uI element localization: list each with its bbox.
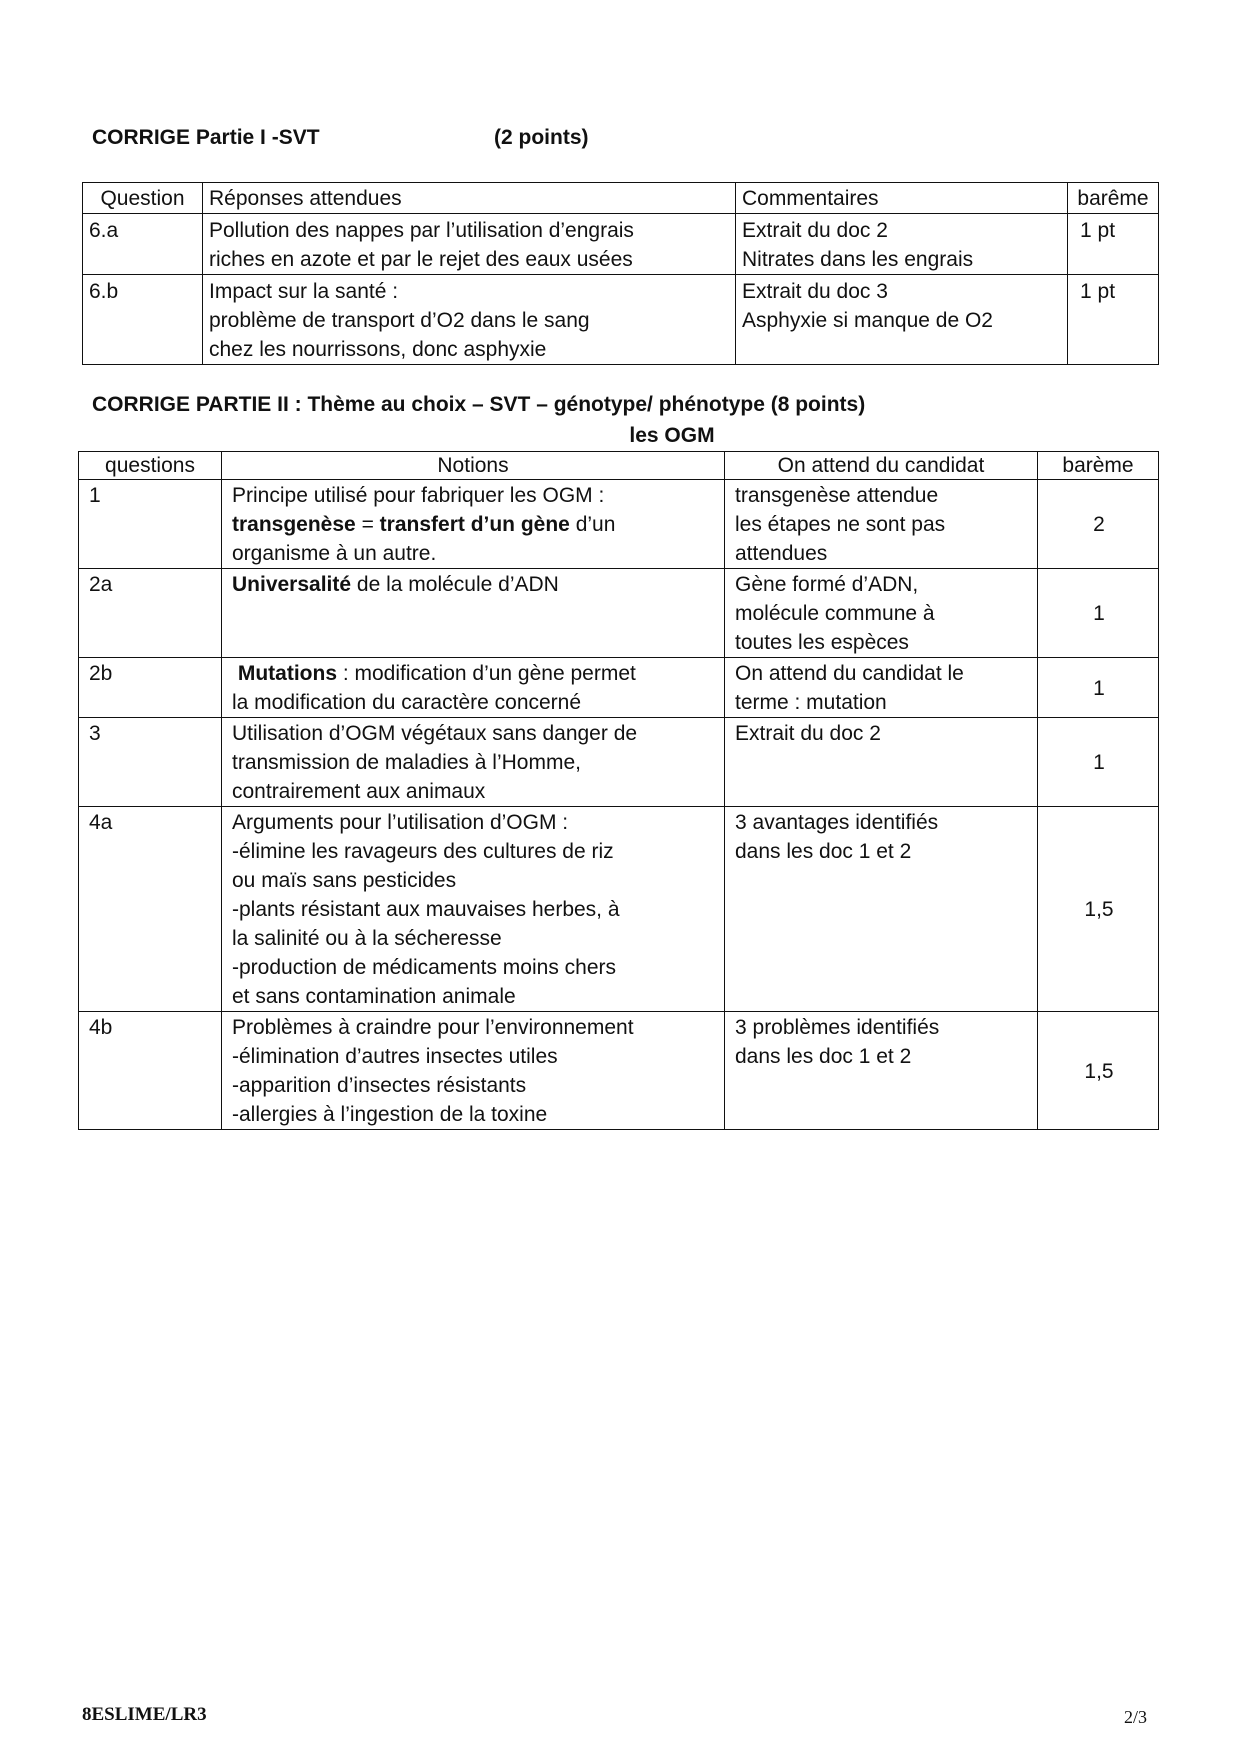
notion [222, 658, 725, 718]
expected-line: Gène formé d’ADN, [735, 573, 919, 596]
table-row [79, 569, 1159, 658]
expected [725, 658, 1038, 718]
expected-line: toutes les espèces [735, 631, 909, 654]
question-number: 4b [79, 1012, 222, 1130]
bareme-value: 2 [1038, 480, 1159, 569]
notion-line: contrairement aux animaux [232, 780, 486, 803]
notion-line: -production de médicaments moins chers [232, 956, 617, 979]
expected [725, 1012, 1038, 1130]
answer-line: chez les nourrissons, donc asphyxie [209, 338, 547, 361]
comment-line: Nitrates dans les engrais [742, 248, 974, 271]
comment-line: Extrait du doc 2 [742, 219, 888, 242]
keyword: Universalité [232, 573, 352, 596]
part2-table [78, 451, 1159, 1130]
notion-line: la modification du caractère concerné [232, 691, 582, 714]
part2-title: CORRIGE PARTIE II : Thème au choix – SVT – génotype/ phénotype (8 points) [92, 393, 866, 416]
header-questions: questions [79, 452, 222, 480]
notion-line [232, 510, 716, 539]
answer-line: riches en azote et par le rejet des eaux usées [209, 248, 633, 271]
expected-line: Extrait du doc 2 [735, 722, 881, 745]
page-number: 2/3 [1124, 1707, 1148, 1727]
question-number: 4a [79, 807, 222, 1012]
expected-line: dans les doc 1 et 2 [735, 840, 912, 863]
expected [725, 569, 1038, 658]
bareme-value: 1 [1038, 569, 1159, 658]
notion-text: d’un [569, 513, 616, 536]
notion-line [232, 659, 716, 688]
expected-line: les étapes ne sont pas [735, 513, 946, 536]
table-row [83, 214, 1159, 275]
notion [222, 480, 725, 569]
bareme-value: 1 [1038, 718, 1159, 807]
notion-line: -apparition d’insectes résistants [232, 1074, 527, 1097]
bareme-value: 1,5 [1038, 807, 1159, 1012]
part1-title: CORRIGE Partie I -SVT [92, 126, 320, 149]
notion-line: et sans contamination animale [232, 985, 516, 1008]
question-number: 1 [79, 480, 222, 569]
header-question: Question [83, 183, 203, 214]
part1-points: (2 points) [494, 126, 589, 149]
table-row [79, 718, 1159, 807]
notion-line [232, 570, 716, 599]
notion-line: transmission de maladies à l’Homme, [232, 751, 581, 774]
notion-line: -élimine les ravageurs des cultures de riz [232, 840, 614, 863]
notion [222, 718, 725, 807]
expected-line: 3 avantages identifiés [735, 811, 939, 834]
expected-line: molécule commune à [735, 602, 935, 625]
notion-line: Problèmes à craindre pour l’environnement [232, 1016, 634, 1039]
notion-text: = [355, 513, 380, 536]
notion [222, 807, 725, 1012]
notion [222, 1012, 725, 1130]
table-row [83, 275, 1159, 365]
notion-line: ou maïs sans pesticides [232, 869, 457, 892]
notion-line: -élimination d’autres insectes utiles [232, 1045, 558, 1068]
expected-line: transgenèse attendue [735, 484, 939, 507]
table-header-row [83, 183, 1159, 214]
comment-line: Asphyxie si manque de O2 [742, 309, 993, 332]
part2-subtitle: les OGM [629, 424, 715, 447]
expected-answer [203, 214, 736, 275]
question-number: 6.b [83, 275, 203, 365]
comment [736, 275, 1068, 365]
table-row [79, 658, 1159, 718]
notion-line: Principe utilisé pour fabriquer les OGM : [232, 484, 605, 507]
expected-line: On attend du candidat le [735, 662, 964, 685]
notion [222, 569, 725, 658]
question-number: 6.a [83, 214, 203, 275]
document-code: 8ESLIME/LR3 [82, 1704, 207, 1725]
notion-line: -allergies à l’ingestion de la toxine [232, 1103, 548, 1126]
header-expected: On attend du candidat [725, 452, 1038, 480]
bareme-value: 1 pt [1068, 275, 1159, 365]
notion-line: Arguments pour l’utilisation d’OGM : [232, 811, 569, 834]
expected-answer [203, 275, 736, 365]
table-row [79, 1012, 1159, 1130]
notion-line: Utilisation d’OGM végétaux sans danger de [232, 722, 638, 745]
expected [725, 807, 1038, 1012]
answer-line: Impact sur la santé : [209, 280, 399, 303]
expected-line: terme : mutation [735, 691, 887, 714]
notion-line: -plants résistant aux mauvaises herbes, à [232, 898, 620, 921]
table-row [79, 807, 1159, 1012]
answer-line: problème de transport d’O2 dans le sang [209, 309, 590, 332]
answer-line: Pollution des nappes par l’utilisation d’engrais [209, 219, 634, 242]
header-bareme: barême [1068, 183, 1159, 214]
notion-text: : modification d’un gène permet [337, 662, 636, 685]
question-number: 2a [79, 569, 222, 658]
bareme-value: 1,5 [1038, 1012, 1159, 1130]
table-row [79, 480, 1159, 569]
notion-line: la salinité ou à la sécheresse [232, 927, 502, 950]
comment [736, 214, 1068, 275]
header-answers: Réponses attendues [203, 183, 736, 214]
expected-line: dans les doc 1 et 2 [735, 1045, 912, 1068]
bareme-value: 1 [1038, 658, 1159, 718]
question-number: 2b [79, 658, 222, 718]
comment-line: Extrait du doc 3 [742, 280, 888, 303]
expected [725, 480, 1038, 569]
header-comments: Commentaires [736, 183, 1068, 214]
expected-line: attendues [735, 542, 828, 565]
expected-line: 3 problèmes identifiés [735, 1016, 940, 1039]
notion-text: de la molécule d’ADN [351, 573, 559, 596]
bareme-value: 1 pt [1068, 214, 1159, 275]
keyword: Mutations [237, 662, 337, 685]
header-bareme: barème [1038, 452, 1159, 480]
notion-line: organisme à un autre. [232, 542, 437, 565]
question-number: 3 [79, 718, 222, 807]
keyword: transgenèse [232, 513, 356, 536]
keyword: transfert d’un gène [379, 513, 570, 536]
part1-table [82, 182, 1159, 365]
part1-heading [92, 126, 589, 150]
table-header-row [79, 452, 1159, 480]
expected [725, 718, 1038, 807]
header-notions: Notions [222, 452, 725, 480]
